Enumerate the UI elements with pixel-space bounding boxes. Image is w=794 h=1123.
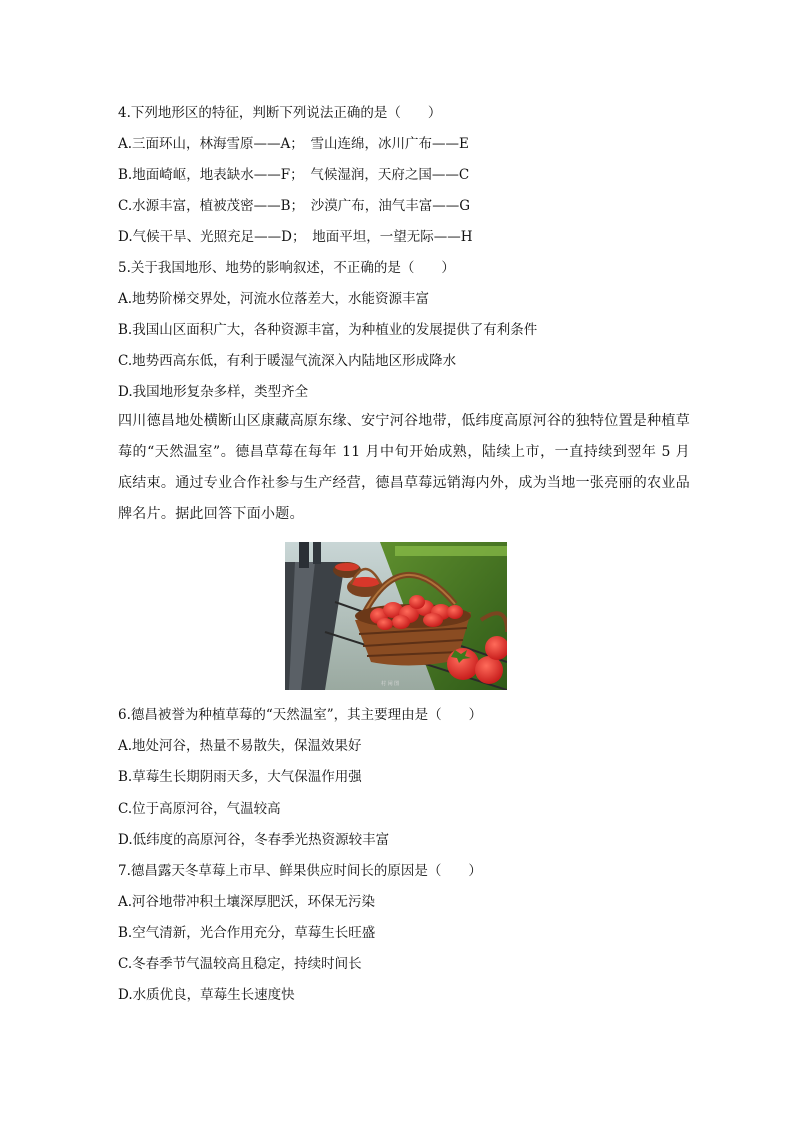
question-7-option-d: D.水质优良，草莓生长速度快 <box>118 987 295 1003</box>
question-7-stem: 7.德昌露天冬草莓上市早、鲜果供应时间长的原因是（ ） <box>118 863 482 879</box>
question-6-option-d: D.低纬度的高原河谷，冬春季光热资源较丰富 <box>118 832 390 848</box>
photo-watermark: 村 闲 图 <box>381 681 400 687</box>
question-6-option-a: A.地处河谷，热量不易散失，保温效果好 <box>118 738 362 754</box>
question-5-option-c: C.地势西高东低，有利于暖湿气流深入内陆地区形成降水 <box>118 353 457 369</box>
question-5-option-b: B.我国山区面积广大，各种资源丰富，为种植业的发展提供了有利条件 <box>118 322 538 338</box>
question-7-option-b: B.空气清新，光合作用充分，草莓生长旺盛 <box>118 925 376 941</box>
strawberry-basket-illustration <box>285 542 507 690</box>
question-6-stem: 6.德昌被誉为种植草莓的“天然温室”，其主要理由是（ ） <box>118 707 483 723</box>
question-6-option-b: B.草莓生长期阴雨天多，大气保温作用强 <box>118 769 362 785</box>
question-4-option-d: D.气候干旱、光照充足——D； 地面平坦，一望无际——H <box>118 229 473 245</box>
question-4-option-b: B.地面崎岖，地表缺水——F； 气候湿润，天府之国——C <box>118 167 470 183</box>
question-5-option-a: A.地势阶梯交界处，河流水位落差大，水能资源丰富 <box>118 291 430 307</box>
question-4-stem: 4.下列地形区的特征，判断下列说法正确的是（ ） <box>118 105 442 121</box>
question-5-stem: 5.关于我国地形、地势的影响叙述，不正确的是（ ） <box>118 260 455 276</box>
question-7-option-a: A.河谷地带冲积土壤深厚肥沃，环保无污染 <box>118 894 376 910</box>
question-4-option-a: A.三面环山，林海雪原——A； 雪山连绵，冰川广布——E <box>118 136 469 152</box>
question-4-option-c: C.水源丰富，植被茂密——B； 沙漠广布，油气丰富——G <box>118 198 471 214</box>
reading-passage: 四川德昌地处横断山区康藏高原东缘、安宁河谷地带，低纬度高原河谷的独特位置是种植草莓的“天然温室”。德昌草莓在每年 11 月中旬开始成熟，陆续上市，一直持续到翌年 5 月底结束。通过专业合作社参与生产经营，德昌草莓远销海内外，成为当地一张亮丽的农业品牌名片。据此回答下面小题。 <box>118 413 690 522</box>
question-6-option-c: C.位于高原河谷，气温较高 <box>118 801 281 817</box>
question-5-option-d: D.我国地形复杂多样，类型齐全 <box>118 384 309 400</box>
question-7-option-c: C.冬春季节气温较高且稳定，持续时间长 <box>118 956 362 972</box>
strawberry-basket-photo <box>285 542 507 690</box>
